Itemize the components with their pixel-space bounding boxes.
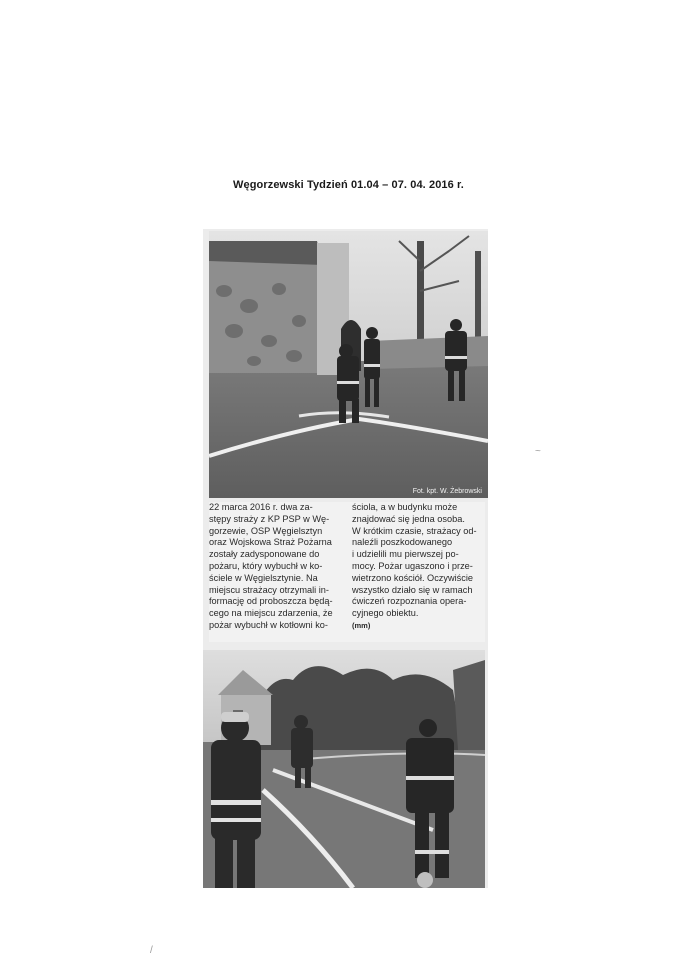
article-byline: (mm) xyxy=(352,620,371,630)
photo-firefighters-hose xyxy=(203,650,485,888)
article-column-right xyxy=(352,502,485,632)
scan-mark: / xyxy=(150,945,153,956)
newspaper-clipping xyxy=(203,229,488,888)
article-line: i udzielili mu pierwszej po- xyxy=(352,549,459,560)
article-line: cyjnego obiektu. xyxy=(352,608,419,619)
article-line: mocy. Pożar ugaszono i prze- xyxy=(352,560,473,571)
article-line: zostały zadysponowane do xyxy=(209,549,320,560)
article-column-left xyxy=(209,502,345,632)
page-header-title: Węgorzewski Tydzień 01.04 – 07. 04. 2016 r. xyxy=(233,179,464,191)
article-line: naleźli poszkodowanego xyxy=(352,537,453,548)
article-line: ćwiczeń rozpoznania opera- xyxy=(352,596,467,607)
article-line: stępy straży z KP PSP w Wę- xyxy=(209,513,330,524)
article-line: wszystko działo się w ramach xyxy=(352,584,473,595)
photo-firefighters-church xyxy=(209,231,488,498)
article-line: gorzewie, OSP Węgielsztyn xyxy=(209,525,323,536)
article-line: formację od proboszcza będą- xyxy=(209,596,333,607)
article-line: ściola, a w budynku może xyxy=(352,502,458,512)
photo-credit: Fot. kpt. W. Żebrowski xyxy=(412,488,482,495)
article-line: cego na miejscu zdarzenia, że xyxy=(209,608,333,619)
article-line: W krótkim czasie, strażacy od- xyxy=(352,525,477,536)
article-line: oraz Wojskowa Straż Pożarna xyxy=(209,537,332,548)
article-line: ściele w Węgielsztynie. Na xyxy=(209,572,318,583)
article-line: wietrzono kościół. Oczywiście xyxy=(352,572,474,583)
article-line: miejscu strażacy otrzymali in- xyxy=(209,584,329,595)
article-line: znajdować się jedna osoba. xyxy=(352,513,465,524)
article-line: pożaru, który wybuchł w ko- xyxy=(209,560,323,571)
article-line: 22 marca 2016 r. dwa za- xyxy=(209,502,313,512)
scan-mark: ~ xyxy=(535,446,541,457)
article-text xyxy=(209,502,485,642)
article-line: pożar wybuchł w kotłowni ko- xyxy=(209,619,328,630)
